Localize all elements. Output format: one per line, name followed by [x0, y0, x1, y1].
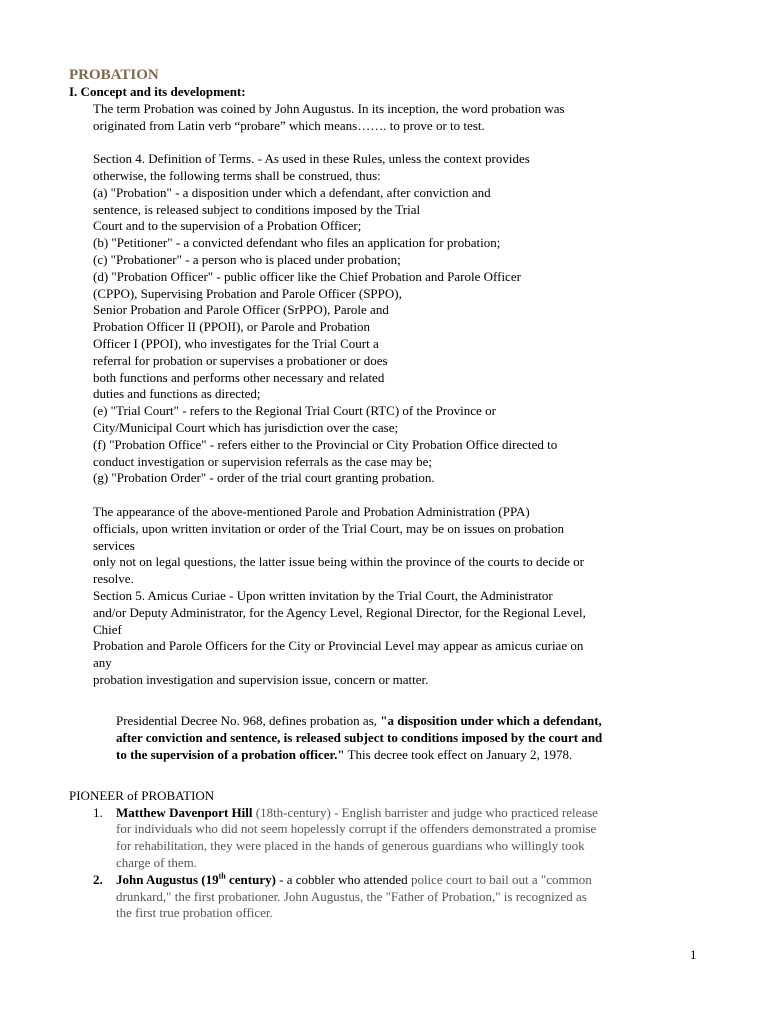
- text-line: Officer I (PPOI), who investigates for the Trial Court a: [93, 335, 379, 351]
- text-line: resolve.: [93, 571, 134, 587]
- text-line: otherwise, the following terms shall be construed, thus:: [93, 167, 381, 183]
- text-line: Court and to the supervision of a Probation Officer;: [93, 218, 362, 234]
- text-line: Probation Officer II (PPOII), or Parole and Probation: [93, 319, 371, 335]
- text-line: any: [93, 655, 112, 671]
- text-line: only not on legal questions, the latter issue being within the province of the courts to decide or: [93, 554, 584, 570]
- text-line: (a) "Probation" - a disposition under which a defendant, after conviction and: [93, 184, 491, 200]
- pioneer-desc: charge of them.: [116, 855, 197, 871]
- text-line: Section 5. Amicus Curiae - Upon written invitation by the Trial Court, the Administrator: [93, 587, 553, 603]
- text-line: (f) "Probation Office" - refers either to the Provincial or City Probation Office directed to: [93, 436, 558, 452]
- text-line: referral for probation or supervises a probationer or does: [93, 352, 388, 368]
- pd-text: Presidential Decree No. 968, defines probation as,: [116, 713, 381, 729]
- text-line: Senior Probation and Parole Officer (SrPPO), Parole and: [93, 302, 389, 318]
- list-number: 1.: [93, 804, 103, 820]
- document-title: PROBATION: [69, 67, 159, 83]
- pioneer-desc: - a cobbler who attended: [275, 871, 411, 887]
- text-line: both functions and performs other necessary and related: [93, 369, 385, 385]
- pioneer-list: [69, 805, 709, 923]
- text-line: sentence, is released subject to conditions imposed by the Trial: [93, 201, 421, 217]
- pioneer-era: (18th-century): [252, 804, 331, 820]
- presidential-decree-paragraph: [69, 713, 709, 763]
- text-line: (c) "Probationer" - a person who is placed under probation;: [93, 251, 401, 267]
- text-line: conduct investigation or supervision referrals as the case may be;: [93, 453, 432, 469]
- document-page: [69, 66, 709, 922]
- text-line: officials, upon written invitation or order of the Trial Court, may be on issues on probation: [93, 520, 564, 536]
- pioneer-heading: PIONEER of PROBATION: [69, 787, 215, 803]
- pioneer-desc: for individuals who did not seem hopelessly corrupt if the offenders demonstrated a promise: [116, 821, 597, 837]
- text-line: [116, 713, 709, 730]
- pd-quote: "a disposition under which a defendant,: [380, 713, 602, 729]
- text-line: (CPPO), Supervising Probation and Parole Officer (SPPO),: [93, 285, 402, 301]
- pioneer-desc: for rehabilitation, they were placed in the hands of generous guardians who willingly took: [116, 838, 585, 854]
- text-line: services: [93, 537, 135, 553]
- pioneer-desc: police court to bail out a "common: [410, 871, 592, 887]
- text-line: The term Probation was coined by John Augustus. In its inception, the word probation was: [93, 100, 565, 116]
- pd-text: This decree took effect on January 2, 1978.: [344, 747, 573, 763]
- text-line: Probation and Parole Officers for the City or Provincial Level may appear as amicus curiae on: [93, 638, 584, 654]
- text-line: and/or Deputy Administrator, for the Agency Level, Regional Director, for the Regional Level,: [93, 604, 586, 620]
- text-line: originated from Latin verb “probare” which means……. to prove or to test.: [93, 117, 485, 133]
- pd-quote: after conviction and sentence, is released subject to conditions imposed by the court and: [116, 730, 603, 746]
- text-line: duties and functions as directed;: [93, 386, 261, 402]
- text-line: The appearance of the above-mentioned Parole and Probation Administration (PPA): [93, 503, 530, 519]
- pioneer-desc: - English barrister and judge who practiced release: [330, 804, 598, 820]
- pd-quote: to the supervision of a probation officer.": [116, 747, 345, 763]
- list-item: [69, 805, 709, 872]
- text-line: (b) "Petitioner" - a convicted defendant who files an application for probation;: [93, 235, 501, 251]
- pioneer-name: Matthew Davenport Hill: [116, 804, 253, 820]
- text-line: (d) "Probation Officer" - public officer like the Chief Probation and Parole Officer: [93, 268, 521, 284]
- pioneer-name: John Augustus (19th century): [116, 871, 276, 887]
- text-line: (e) "Trial Court" - refers to the Regional Trial Court (RTC) of the Province or: [93, 403, 496, 419]
- pioneer-desc: drunkard," the first probationer. John Augustus, the "Father of Probation," is recognized as: [116, 888, 587, 904]
- page-number: 1: [690, 947, 697, 962]
- appearance-paragraph: [69, 504, 709, 689]
- list-item: [69, 872, 709, 922]
- intro-paragraph: [69, 101, 709, 135]
- text-line: probation investigation and supervision issue, concern or matter.: [93, 671, 429, 687]
- pioneer-desc: the first true probation officer.: [116, 905, 273, 921]
- section-heading: I. Concept and its development:: [69, 84, 246, 99]
- section4-definitions: [69, 151, 709, 487]
- text-line: (g) "Probation Order" - order of the trial court granting probation.: [93, 470, 435, 486]
- text-line: City/Municipal Court which has jurisdiction over the case;: [93, 419, 399, 435]
- text-line: Section 4. Definition of Terms. - As used in these Rules, unless the context provides: [93, 151, 530, 167]
- text-line: [116, 747, 709, 764]
- list-number: 2.: [93, 871, 103, 887]
- text-line: Chief: [93, 621, 122, 637]
